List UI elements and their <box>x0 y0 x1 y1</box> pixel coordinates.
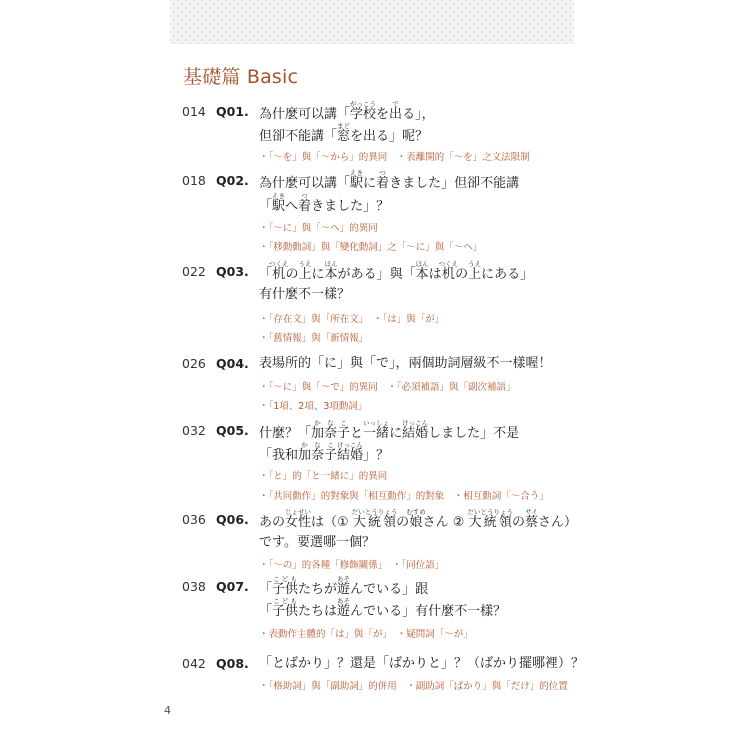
furigana: つ <box>376 169 390 177</box>
ruby-word <box>406 508 426 530</box>
question-page-ref: 036 <box>182 512 206 527</box>
ruby-base: 一緒 <box>363 426 390 441</box>
furigana: こども <box>272 575 299 583</box>
ruby-word <box>337 597 351 619</box>
topic-note: ・「〜に」與「〜で」的異同 ・「必須補語」與「副次補語」 <box>259 382 516 393</box>
furigana: まど <box>337 122 351 130</box>
ruby-word <box>350 169 364 191</box>
question-number: Q08. <box>216 656 249 671</box>
ruby-word <box>298 260 312 282</box>
ruby-word <box>298 441 338 463</box>
text-segment: です。要選哪一個？ <box>259 535 375 550</box>
ruby-word <box>467 508 514 530</box>
question-text-line-1 <box>259 419 519 441</box>
text-segment: は（① <box>311 515 353 530</box>
topic-note: ・「移動動詞」與「變化動詞」之「〜に」與「〜へ」 <box>259 242 483 253</box>
furigana: かなこ <box>298 441 338 449</box>
question-page-ref: 022 <box>182 264 206 279</box>
text-segment: んでいる」跟 <box>350 582 429 597</box>
text-segment: 「 <box>259 604 273 619</box>
question-page-ref: 014 <box>182 104 206 119</box>
ruby-base: 大統領 <box>467 515 514 530</box>
ruby-word <box>311 419 351 441</box>
furigana: あそ <box>337 575 351 583</box>
topic-note: ・「舊情報」與「新情報」 <box>259 333 369 344</box>
ruby-word <box>350 100 377 122</box>
ruby-base: 遊 <box>337 582 351 597</box>
ruby-word <box>389 100 403 122</box>
ruby-word <box>351 508 398 530</box>
furigana: あそ <box>337 597 351 605</box>
text-segment: 「 <box>259 199 273 214</box>
text-segment: たちが <box>298 582 338 597</box>
text-segment: を <box>376 107 390 122</box>
text-segment: さん） <box>537 515 577 530</box>
topic-note: ・「と」的「と一緒に」的異同 <box>259 471 388 482</box>
furigana: むすめ <box>406 508 426 516</box>
ruby-word <box>468 260 482 282</box>
text-segment: きました」？ <box>311 199 390 214</box>
question-text-line-1 <box>259 100 435 122</box>
ruby-base: 加奈子 <box>298 448 338 463</box>
ruby-base: 子供 <box>272 582 299 597</box>
ruby-base: 本 <box>324 267 338 282</box>
question-number: Q06. <box>216 512 249 527</box>
ruby-base: 着 <box>298 199 312 214</box>
furigana: サイ <box>524 508 538 516</box>
ruby-word <box>376 169 390 191</box>
text-segment: は <box>428 267 442 282</box>
text-segment: の <box>396 515 410 530</box>
ruby-word <box>524 508 538 530</box>
ruby-base: 結婚 <box>337 448 364 463</box>
text-segment: へ <box>285 199 299 214</box>
ruby-base: 子供 <box>272 604 299 619</box>
furigana: だいとうりょう <box>351 508 398 516</box>
question-text-line-1 <box>259 169 519 191</box>
text-segment: の <box>285 267 299 282</box>
furigana: つくえ <box>438 260 459 268</box>
question-text-line-2 <box>259 122 428 144</box>
ruby-base: 加奈子 <box>311 426 351 441</box>
question-text-line-1 <box>259 652 584 671</box>
text-segment: の <box>455 267 469 282</box>
ruby-word <box>337 122 351 144</box>
question-text-line-2 <box>259 441 389 463</box>
text-segment: んでいる」有什麼不一樣？ <box>350 604 507 619</box>
question-number: Q05. <box>216 423 249 438</box>
topic-note: ・「〜を」與「〜から」的異同 ・表離開的「〜を」之文法限制 <box>259 152 530 163</box>
question-text-line-1 <box>259 575 428 597</box>
question-number: Q04. <box>216 356 249 371</box>
question-number: Q07. <box>216 579 249 594</box>
furigana: かなこ <box>311 419 351 427</box>
ruby-word <box>324 260 338 282</box>
text-segment: しました」不是 <box>428 426 520 441</box>
ruby-base: 娘 <box>406 515 426 530</box>
text-segment: 為什麼可以講「 <box>259 176 351 191</box>
text-segment: にある」 <box>481 267 534 282</box>
question-number: Q01. <box>216 104 249 119</box>
ruby-base: 駅 <box>350 176 364 191</box>
text-segment: がある」與「 <box>337 267 416 282</box>
topic-note: ・「〜に」與「〜へ」的異同 <box>259 223 378 234</box>
furigana: うえ <box>298 260 312 268</box>
ruby-base: 窓 <box>337 129 351 144</box>
question-text-line-2 <box>259 192 389 214</box>
furigana: ほん <box>324 260 338 268</box>
furigana: えき <box>272 192 286 200</box>
ruby-base: 結婚 <box>402 426 429 441</box>
text-segment: と <box>350 426 364 441</box>
question-page-ref: 026 <box>182 356 206 371</box>
text-segment: を出る」呢？ <box>350 129 429 144</box>
question-text-line-2 <box>259 597 506 619</box>
furigana: うえ <box>468 260 482 268</box>
ruby-word <box>337 575 351 597</box>
ruby-base: 着 <box>376 176 390 191</box>
text-segment: 為什麼可以講「 <box>259 107 351 122</box>
furigana: つくえ <box>269 260 289 268</box>
ruby-base: 大統領 <box>351 515 398 530</box>
question-page-ref: 042 <box>182 656 206 671</box>
topic-note: ・「〜の」的各種「修飾關係」 ・「同位語」 <box>259 560 445 571</box>
ruby-word <box>402 419 429 441</box>
furigana: いっしょ <box>363 419 390 427</box>
ruby-base: 上 <box>298 267 312 282</box>
ruby-base: 蔡 <box>524 515 538 530</box>
question-number: Q02. <box>216 173 249 188</box>
ruby-base: 本 <box>415 267 429 282</box>
ruby-word <box>298 192 312 214</box>
ruby-word <box>272 597 299 619</box>
question-number: Q03. <box>216 264 249 279</box>
topic-note: ・「格助詞」與「副助詞」的併用 ・副助詞「ばかり」與「だけ」的位置 <box>259 681 568 692</box>
question-text-line-1 <box>259 508 577 530</box>
furigana: だいとうりょう <box>467 508 514 516</box>
text-segment: 表場所的「に」與「で」，兩個助詞層級不一樣喔！ <box>259 356 552 371</box>
ruby-base: 学校 <box>350 107 377 122</box>
text-segment: に <box>311 267 325 282</box>
header-pattern-band <box>170 0 574 44</box>
furigana: つ <box>298 192 312 200</box>
ruby-word <box>269 260 289 282</box>
page-number: 4 <box>164 704 171 717</box>
ruby-base: 机 <box>438 267 459 282</box>
furigana: けっこん <box>402 419 429 427</box>
section-title: 基礎篇 Basic <box>183 66 299 88</box>
ruby-word <box>363 419 390 441</box>
question-text-line-1 <box>259 352 552 371</box>
topic-note: ・「共同動作」的對象與「相互動作」的對象 ・相互動詞「〜合う」 <box>259 491 549 502</box>
topic-note: ・「存在文」與「所在文」 ・「は」與「が」 <box>259 314 445 325</box>
ruby-base: 上 <box>468 267 482 282</box>
ruby-word <box>337 441 364 463</box>
text-segment: 但卻不能講「 <box>259 129 338 144</box>
ruby-base: 遊 <box>337 604 351 619</box>
text-segment: に <box>363 176 377 191</box>
ruby-base: 机 <box>269 267 289 282</box>
furigana: こども <box>272 597 299 605</box>
topic-note: ・「1項、2項、3項動詞」 <box>259 401 368 412</box>
text-segment: 「とばかり」？還是「ばかりと」？（ばかり擺哪裡）？ <box>259 656 585 671</box>
question-page-ref: 038 <box>182 579 206 594</box>
topic-note: ・表動作主體的「は」與「が」 ・疑問詞「〜が」 <box>259 629 473 640</box>
text-segment: あの <box>259 515 286 530</box>
text-segment: きました」但卻不能講 <box>389 176 520 191</box>
text-segment: 有什麼不一樣？ <box>259 287 351 302</box>
furigana: がっこう <box>350 100 377 108</box>
question-page-ref: 018 <box>182 173 206 188</box>
ruby-word <box>272 575 299 597</box>
furigana: じょせい <box>285 508 312 516</box>
furigana: けっこん <box>337 441 364 449</box>
text-segment: に <box>389 426 403 441</box>
ruby-word <box>272 192 286 214</box>
question-text-line-1 <box>259 260 533 282</box>
text-segment: 」？ <box>363 448 390 463</box>
text-segment: の <box>511 515 525 530</box>
ruby-base: 出 <box>389 107 403 122</box>
ruby-base: 駅 <box>272 199 286 214</box>
text-segment: る」， <box>402 107 435 122</box>
ruby-word <box>415 260 429 282</box>
text-segment: さん ② <box>422 515 469 530</box>
ruby-base: 女性 <box>285 515 312 530</box>
text-segment: たちは <box>298 604 338 619</box>
furigana: で <box>389 100 403 108</box>
furigana: えき <box>350 169 364 177</box>
question-text-line-2 <box>259 531 375 550</box>
text-segment: 「我和 <box>259 448 299 463</box>
ruby-word <box>285 508 312 530</box>
furigana: ほん <box>415 260 429 268</box>
ruby-word <box>438 260 459 282</box>
text-segment: 「 <box>259 582 273 597</box>
question-text-line-2 <box>259 283 350 302</box>
question-page-ref: 032 <box>182 423 206 438</box>
text-segment: 什麼？「 <box>259 426 312 441</box>
text-segment: 「 <box>259 267 273 282</box>
